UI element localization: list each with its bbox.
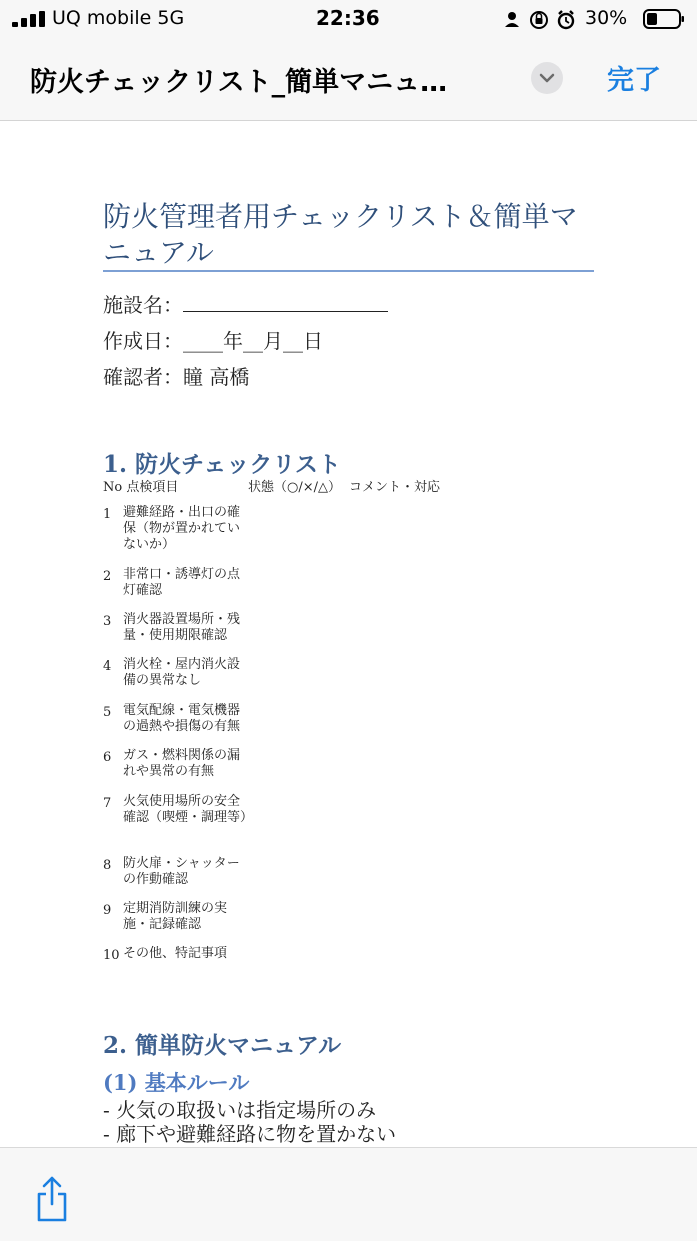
row-item: その他、特記事項: [123, 946, 228, 961]
checker-field: 確認者：瞳 高橋: [103, 365, 250, 389]
col-header-comment: コメント・対応: [349, 480, 441, 495]
row-item: 定期消防訓練の実施・記録確認: [123, 901, 228, 932]
facility-blank: [183, 293, 388, 312]
row-item: ガス・燃料関係の漏れや異常の有無: [123, 748, 241, 779]
document-title: 防火チェックリスト_簡単マニュ…: [30, 67, 448, 98]
bottom-toolbar: [0, 1147, 697, 1241]
date-field: 作成日：____年__月__日: [103, 329, 323, 353]
row-item: 避難経路・出口の確保（物が置かれていないか）: [123, 505, 241, 552]
row-item: 非常口・誘導灯の点灯確認: [123, 567, 241, 598]
section-manual-heading: 2. 簡単防火マニュアル: [103, 1032, 342, 1059]
row-item: 防火扉・シャッターの作動確認: [123, 856, 240, 887]
status-icons: [500, 9, 590, 31]
row-number: 7: [103, 796, 112, 811]
share-icon[interactable]: [34, 1176, 70, 1222]
facility-field: [103, 289, 388, 318]
row-item: 電気配線・電気機器の過熱や損傷の有無: [123, 703, 241, 734]
section-checklist-heading: 1. 防火チェックリスト: [103, 451, 341, 478]
person-icon: [505, 12, 519, 27]
heading-divider: [103, 270, 594, 272]
chevron-down-icon: [539, 73, 555, 83]
carrier-label: UQ mobile 5G: [52, 7, 185, 29]
row-number: 8: [103, 858, 112, 873]
navigation-bar: [0, 38, 697, 121]
row-number: 5: [103, 705, 112, 720]
row-item: 消火栓・屋内消火設備の異常なし: [123, 657, 241, 688]
document-page[interactable]: [0, 121, 697, 1147]
row-number: 4: [103, 659, 112, 674]
row-number: 9: [103, 903, 112, 918]
done-button[interactable]: 完了: [607, 65, 661, 96]
battery-icon: [643, 9, 685, 29]
battery-percentage: 30%: [585, 7, 628, 29]
col-header-no-item: No 点検項目: [103, 480, 179, 495]
facility-label: 施設名：: [103, 293, 183, 317]
row-number: 1: [103, 507, 112, 522]
signal-icon: [12, 11, 46, 27]
status-bar: [0, 0, 697, 38]
row-number: 3: [103, 614, 112, 629]
basic-rules-heading: (1) 基本ルール: [103, 1070, 250, 1095]
rule-item: - 廊下や避難経路に物を置かない: [103, 1122, 397, 1146]
doc-heading: 防火管理者用チェックリスト＆簡単マニュアル: [103, 200, 578, 269]
row-number: 2: [103, 569, 112, 584]
row-item: 消火器設置場所・残量・使用期限確認: [123, 612, 241, 643]
row-item: 火気使用場所の安全確認（喫煙・調理等）: [123, 794, 254, 825]
row-number: 6: [103, 750, 112, 765]
alarm-icon: [559, 11, 573, 28]
col-header-status: 状態（○/×/△）: [248, 480, 341, 495]
orientation-lock-icon: [531, 12, 547, 28]
row-number: 10: [103, 948, 120, 963]
rule-item: - 火気の取扱いは指定場所のみ: [103, 1098, 377, 1122]
clock-time: 22:36: [316, 6, 380, 30]
title-menu-button[interactable]: [531, 62, 563, 94]
